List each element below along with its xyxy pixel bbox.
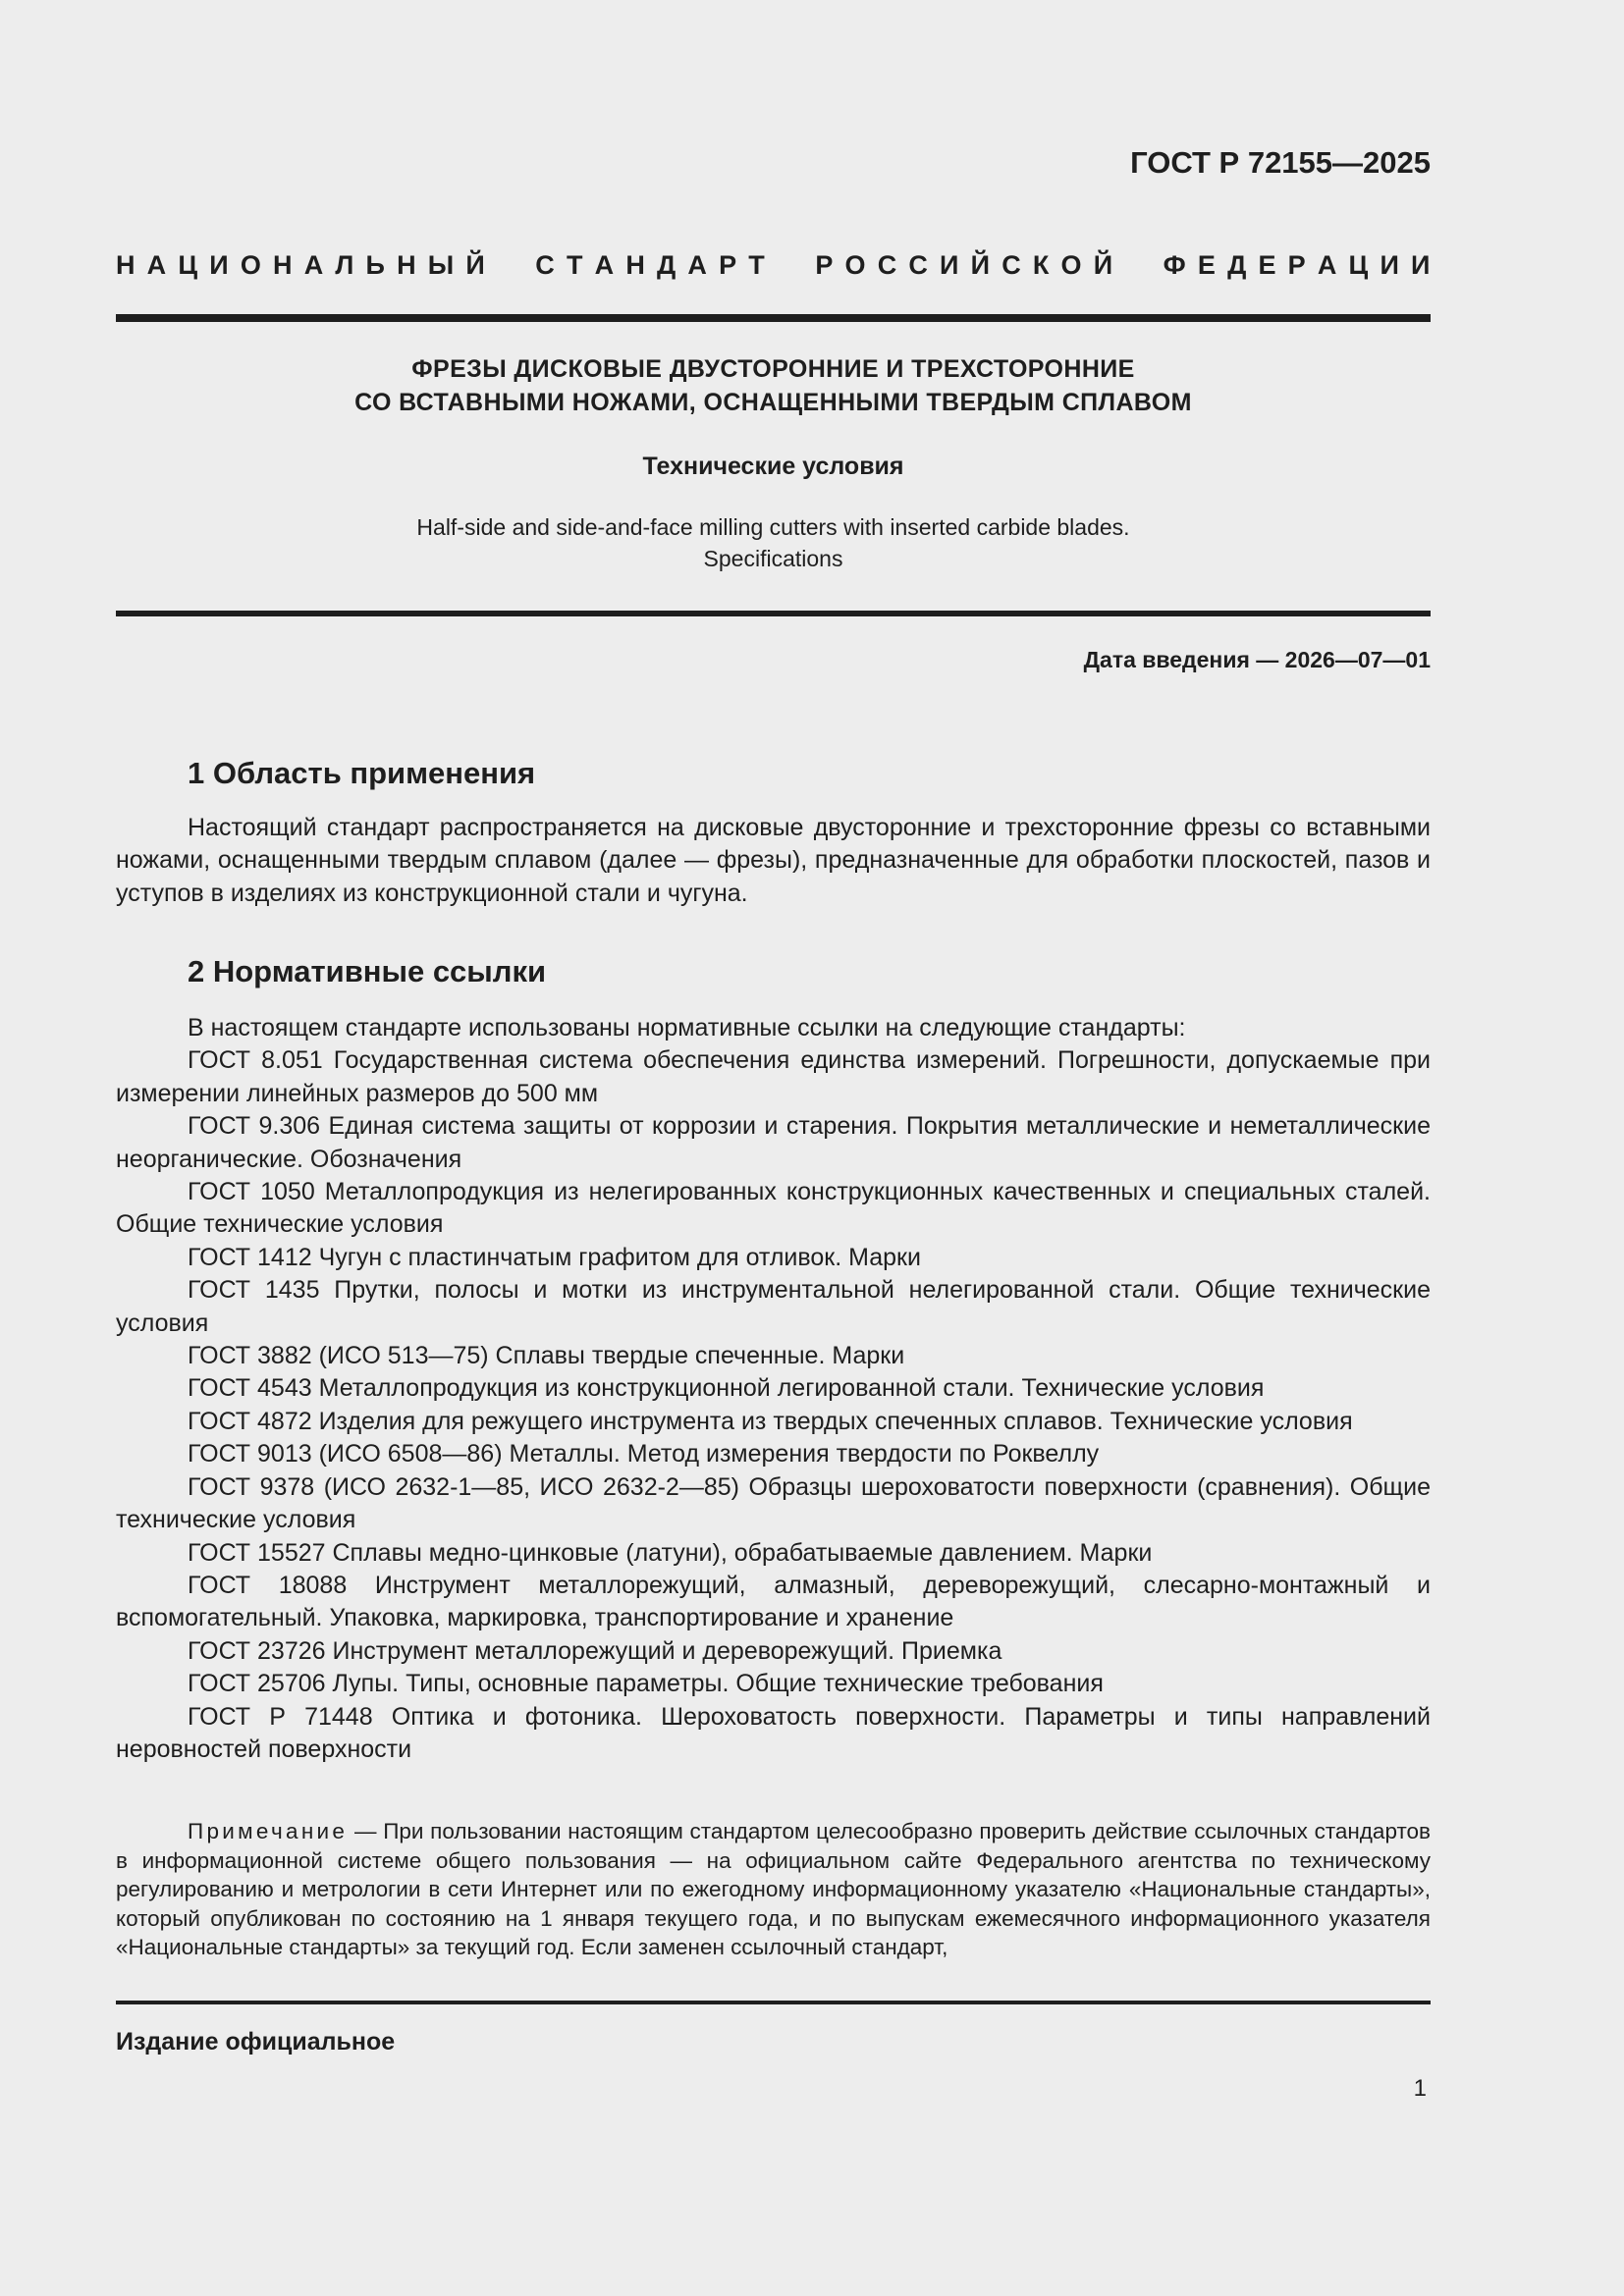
national-banner-char — [516, 250, 524, 281]
document-page — [116, 0, 1431, 2296]
national-banner-char: Л — [335, 250, 354, 280]
national-banner-char: Р — [815, 250, 834, 280]
reference-item: ГОСТ 3882 (ИСО 513—75) Сплавы твердые спеченные. Марки — [188, 1342, 905, 1370]
edition-label: Издание официальное — [116, 2028, 396, 2056]
national-banner-char: Р — [719, 250, 737, 280]
national-banner-char: Н — [397, 250, 416, 280]
national-banner-char: И — [1380, 250, 1399, 280]
note-text: — При пользовании настоящим стандартом целесообразно проверить действие ссылочных стандартов в информационной системе общего пользования — на официальном сайте Федерального агентства по техническому регулированию и метрологии в сети Интернет или по ежегодному информационному указателю «Национальные стандарты», который опубликован по состоянию на 1 января текущего года, и по выпускам ежемесячного информационного указателя «Национальные стандарты» за текущий год. Если заменен ссылочный стандарт, — [116, 1819, 1431, 1959]
national-banner-char: Н — [116, 250, 135, 280]
reference-item: ГОСТ 4872 Изделия для режущего инструмента из твердых спеченных сплавов. Технические условия — [188, 1407, 1353, 1435]
national-banner-char: О — [240, 250, 261, 280]
page-number: 1 — [1413, 2075, 1427, 2102]
national-banner-char: Н — [625, 250, 645, 280]
national-standard-banner — [116, 250, 1431, 281]
national-banner-char: Д — [1227, 250, 1247, 280]
national-banner-char: Ц — [178, 250, 198, 280]
national-banner-char: Е — [1197, 250, 1216, 280]
english-title-line-2: Specifications — [703, 546, 843, 571]
national-banner-char: Т — [566, 250, 583, 280]
national-banner-char: А — [146, 250, 167, 280]
reference-item: ГОСТ 23726 Инструмент металлорежущий и дереворежущий. Приемка — [188, 1636, 1002, 1665]
section-1-text: Настоящий стандарт распространяется на дисковые двусторонние и трехсторонние фрезы со вставными ножами, оснащенными твердым сплавом (далее — фрезы), предназначенные для обработки плоскостей, пазов и уступов в изделиях из конструкционной стали и чугуна. — [116, 814, 1431, 907]
reference-item: ГОСТ 15527 Сплавы медно-цинковые (латуни), обрабатываемые давлением. Марки — [188, 1538, 1153, 1567]
national-banner-char: И — [209, 250, 229, 280]
national-banner-char — [1144, 250, 1152, 281]
national-banner-char: А — [303, 250, 324, 280]
national-banner-char: И — [1411, 250, 1431, 280]
reference-item: ГОСТ 4543 Металлопродукция из конструкционной легированной стали. Технические условия — [188, 1374, 1265, 1403]
national-banner-char: С — [877, 250, 897, 280]
national-banner-char: О — [1060, 250, 1082, 280]
reference-item: ГОСТ 25706 Лупы. Типы, основные параметры. Общие технические требования — [188, 1670, 1104, 1698]
national-banner-char: Р — [1287, 250, 1306, 280]
top-divider — [116, 314, 1431, 322]
reference-item: ГОСТ 9013 (ИСО 6508—86) Металлы. Метод измерения твердости по Роквеллу — [188, 1440, 1100, 1468]
national-banner-char — [497, 250, 505, 281]
section-2-heading: 2 Нормативные ссылки — [188, 954, 547, 988]
national-banner-char — [1124, 250, 1132, 281]
national-banner-char: Ф — [1163, 250, 1186, 280]
national-banner-char: Е — [1258, 250, 1276, 280]
national-banner-char: И — [940, 250, 959, 280]
note-label: Примечание — [188, 1819, 349, 1843]
national-banner-char: С — [535, 250, 555, 280]
reference-item: ГОСТ 1435 Прутки, полосы и мотки из инструментальной нелегированной стали. Общие технические условия — [116, 1276, 1431, 1337]
national-banner-char — [777, 250, 785, 281]
reference-item: ГОСТ 9.306 Единая система защиты от коррозии и старения. Покрытия металлические и неметаллические неорганические. Обозначения — [116, 1112, 1431, 1173]
national-banner-char: С — [908, 250, 928, 280]
national-banner-char: Й — [465, 250, 485, 280]
national-banner-char: Ь — [365, 250, 385, 280]
national-banner-char: К — [1032, 250, 1050, 280]
english-title — [116, 511, 1431, 574]
reference-item: ГОСТ 18088 Инструмент металлорежущий, алмазный, дереворежущий, слесарно-монтажный и вспомогательный. Упаковка, маркировка, транспортирование и хранение — [116, 1571, 1431, 1632]
english-title-line-1: Half-side and side-and-face milling cutters with inserted carbide blades. — [416, 514, 1130, 540]
national-banner-char: А — [594, 250, 615, 280]
reference-item: ГОСТ 8.051 Государственная система обеспечения единства измерений. Погрешности, допускаемые при измерении линейных размеров до 500 мм — [116, 1046, 1431, 1107]
title-line-1: ФРЕЗЫ ДИСКОВЫЕ ДВУСТОРОННИЕ И ТРЕХСТОРОННИЕ — [411, 355, 1135, 383]
national-banner-char: О — [844, 250, 866, 280]
title-line-2: СО ВСТАВНЫМИ НОЖАМИ, ОСНАЩЕННЫМИ ТВЕРДЫМ СПЛАВОМ — [354, 389, 1192, 416]
document-id: ГОСТ Р 72155—2025 — [1130, 145, 1431, 180]
national-banner-char: С — [1001, 250, 1021, 280]
footer-divider — [116, 2001, 1431, 2004]
reference-item: ГОСТ 1050 Металлопродукция из нелегированных конструкционных качественных и специальных сталей. Общие технические условия — [116, 1178, 1431, 1239]
national-banner-char: Й — [1093, 250, 1113, 280]
note — [116, 1817, 1431, 1962]
document-subtitle: Технические условия — [642, 453, 904, 480]
national-banner-char: А — [1317, 250, 1337, 280]
reference-item: ГОСТ 1412 Чугун с пластинчатым графитом для отливок. Марки — [188, 1243, 921, 1271]
national-banner-char: А — [687, 250, 707, 280]
national-banner-char: Ы — [427, 250, 455, 280]
national-banner-char — [796, 250, 804, 281]
section-1-heading: 1 Область применения — [188, 756, 536, 790]
reference-item: ГОСТ 9378 (ИСО 2632-1—85, ИСО 2632-2—85) Образцы шероховатости поверхности (сравнения). Общие технические условия — [116, 1472, 1431, 1534]
document-title — [116, 352, 1431, 419]
references-intro: В настоящем стандарте использованы нормативные ссылки на следующие стандарты: — [188, 1014, 1186, 1041]
national-banner-char: Н — [273, 250, 293, 280]
national-banner-char: Д — [656, 250, 677, 280]
reference-item: ГОСТ Р 71448 Оптика и фотоника. Шероховатость поверхности. Параметры и типы направлений неровностей поверхности — [116, 1702, 1431, 1763]
title-divider — [116, 611, 1431, 616]
national-banner-char: Й — [970, 250, 991, 280]
national-banner-char: Ц — [1348, 250, 1369, 280]
normative-references — [116, 1012, 1431, 1766]
national-banner-char: Т — [748, 250, 765, 280]
introduction-date: Дата введения — 2026—07—01 — [1083, 647, 1431, 672]
